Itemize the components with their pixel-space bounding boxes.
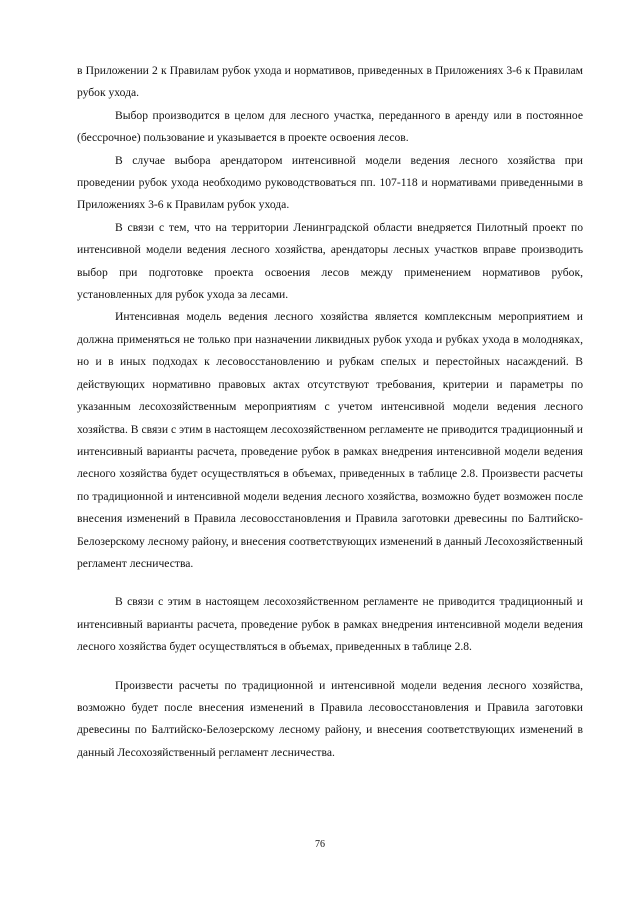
body-text [77,60,583,764]
paragraph-future-calculation: Произвести расчеты по традиционной и интенсивной модели ведения лесного хозяйства, возможно будет после внесения изменений в Правила лесовосстановления и Правила заготовки древесины по Балтийско-Белозерскому лесному району, и внесения соответствующих изменений в данный Лесохозяйственный регламент лесничества. [77,678,583,759]
paragraph-intensive-choice: В случае выбора арендатором интенсивной модели ведения лесного хозяйства при проведении рубок ухода необходимо руководствоваться пп. 107-118 и нормативами приведенными в Приложениях 3-6 к Правилам рубок ухода. [77,153,583,212]
paragraph-no-calculation: В связи с этим в настоящем лесохозяйственном регламенте не приводится традиционный и интенсивный варианты расчета, проведение рубок в рамках внедрения интенсивной модели ведения лесного хозяйства будет осуществляться в объемах, приведенных в таблице 2.8. [77,595,583,654]
paragraph-selection: Выбор производится в целом для лесного участка, переданного в аренду или в постоянное (бессрочное) пользование и указывается в проекте освоения лесов. [77,108,583,145]
paragraph-intensive-model: Интенсивная модель ведения лесного хозяйства является комплексным мероприятием и должна применяться не только при назначении ликвидных рубок ухода и рубках ухода в молодняках, но и в иных подходах к лесовосстановлению и рубкам спелых и перестойных насаждений. В действующих нормативно правовых актах отсутствуют требования, критерии и параметры по указанным лесохозяйственным мероприятиям с учетом интенсивной модели ведения лесного хозяйства. В связи с этим в настоящем лесохозяйственном регламенте не приводится традиционный и интенсивный варианты расчета, проведение рубок в рамках внедрения интенсивной модели ведения лесного хозяйства будет осуществляться в объемах, приведенных в таблице 2.8. Произвести расчеты по традиционной и интенсивной модели ведения лесного хозяйства, возможно будет возможен после внесения изменений в Правила лесовосстановления и Правила заготовки древесины по Балтийско-Белозерскому лесному району, и внесения соответствующих изменений в данный Лесохозяйственный регламент лесничества. [77,310,583,570]
paragraph-continuation: в Приложении 2 к Правилам рубок ухода и нормативов, приведенных в Приложениях 3-6 к Правилам рубок ухода. [77,64,583,100]
paragraph-pilot-project: В связи с тем, что на территории Ленинградской области внедряется Пилотный проект по интенсивной модели ведения лесного хозяйства, арендаторы лесных участков вправе производить выбор при подготовке проекта освоения лесов между применением нормативов рубок, установленных для рубок ухода за лесами. [77,220,583,302]
page-number: 76 [315,839,325,850]
